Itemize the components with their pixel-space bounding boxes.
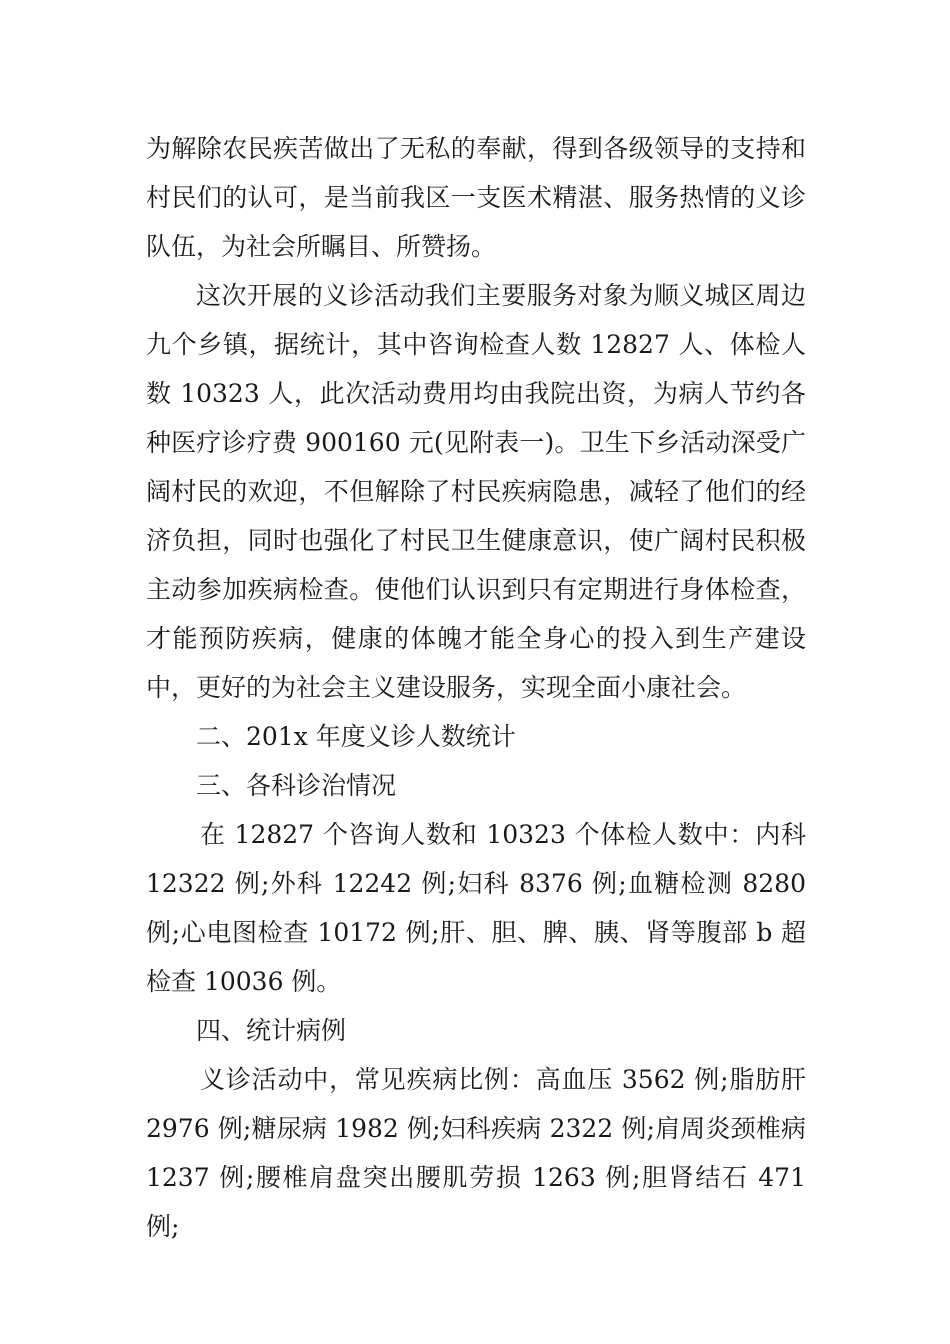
paragraph-intro-continuation: 为解除农民疾苦做出了无私的奉献，得到各级领导的支持和村民们的认可，是当前我区一支医术精湛、服务热情的义诊队伍，为社会所瞩目、所赞扬。	[146, 134, 806, 261]
document-body	[146, 124, 806, 1251]
section-heading-cases: 四、统计病例	[196, 1016, 347, 1045]
section-heading-statistics: 二、201x 年度义诊人数统计	[196, 722, 516, 751]
section-heading-departments: 三、各科诊治情况	[196, 771, 397, 800]
paragraph-case-statistics: 义诊活动中，常见疾病比例：高血压 3562 例;脂肪肝 2976 例;糖尿病 1982 例;妇科疾病 2322 例;肩周炎颈椎病 1237 例;腰椎肩盘突出腰肌劳损 1263 例;胆肾结石 471 例;	[146, 1065, 806, 1241]
paragraph-department-counts: 在 12827 个咨询人数和 10323 个体检人数中：内科 12322 例;外科 12242 例;妇科 8376 例;血糖检测 8280 例;心电图检查 10172 例;肝、胆、脾、胰、肾等腹部 b 超检查 10036 例。	[146, 820, 806, 996]
paragraph-activity-summary: 这次开展的义诊活动我们主要服务对象为顺义城区周边九个乡镇，据统计，其中咨询检查人数 12827 人、体检人数 10323 人，此次活动费用均由我院出资，为病人节约各种医疗诊疗费 900160 元(见附表一)。卫生下乡活动深受广阔村民的欢迎，不但解除了村民疾病隐患，减轻了他们的经济负担，同时也强化了村民卫生健康意识，使广阔村民积极主动参加疾病检查。使他们认识到只有定期进行身体检查，才能预防疾病，健康的体魄才能全身心的投入到生产建设中，更好的为社会主义建设服务，实现全面小康社会。	[146, 281, 806, 702]
